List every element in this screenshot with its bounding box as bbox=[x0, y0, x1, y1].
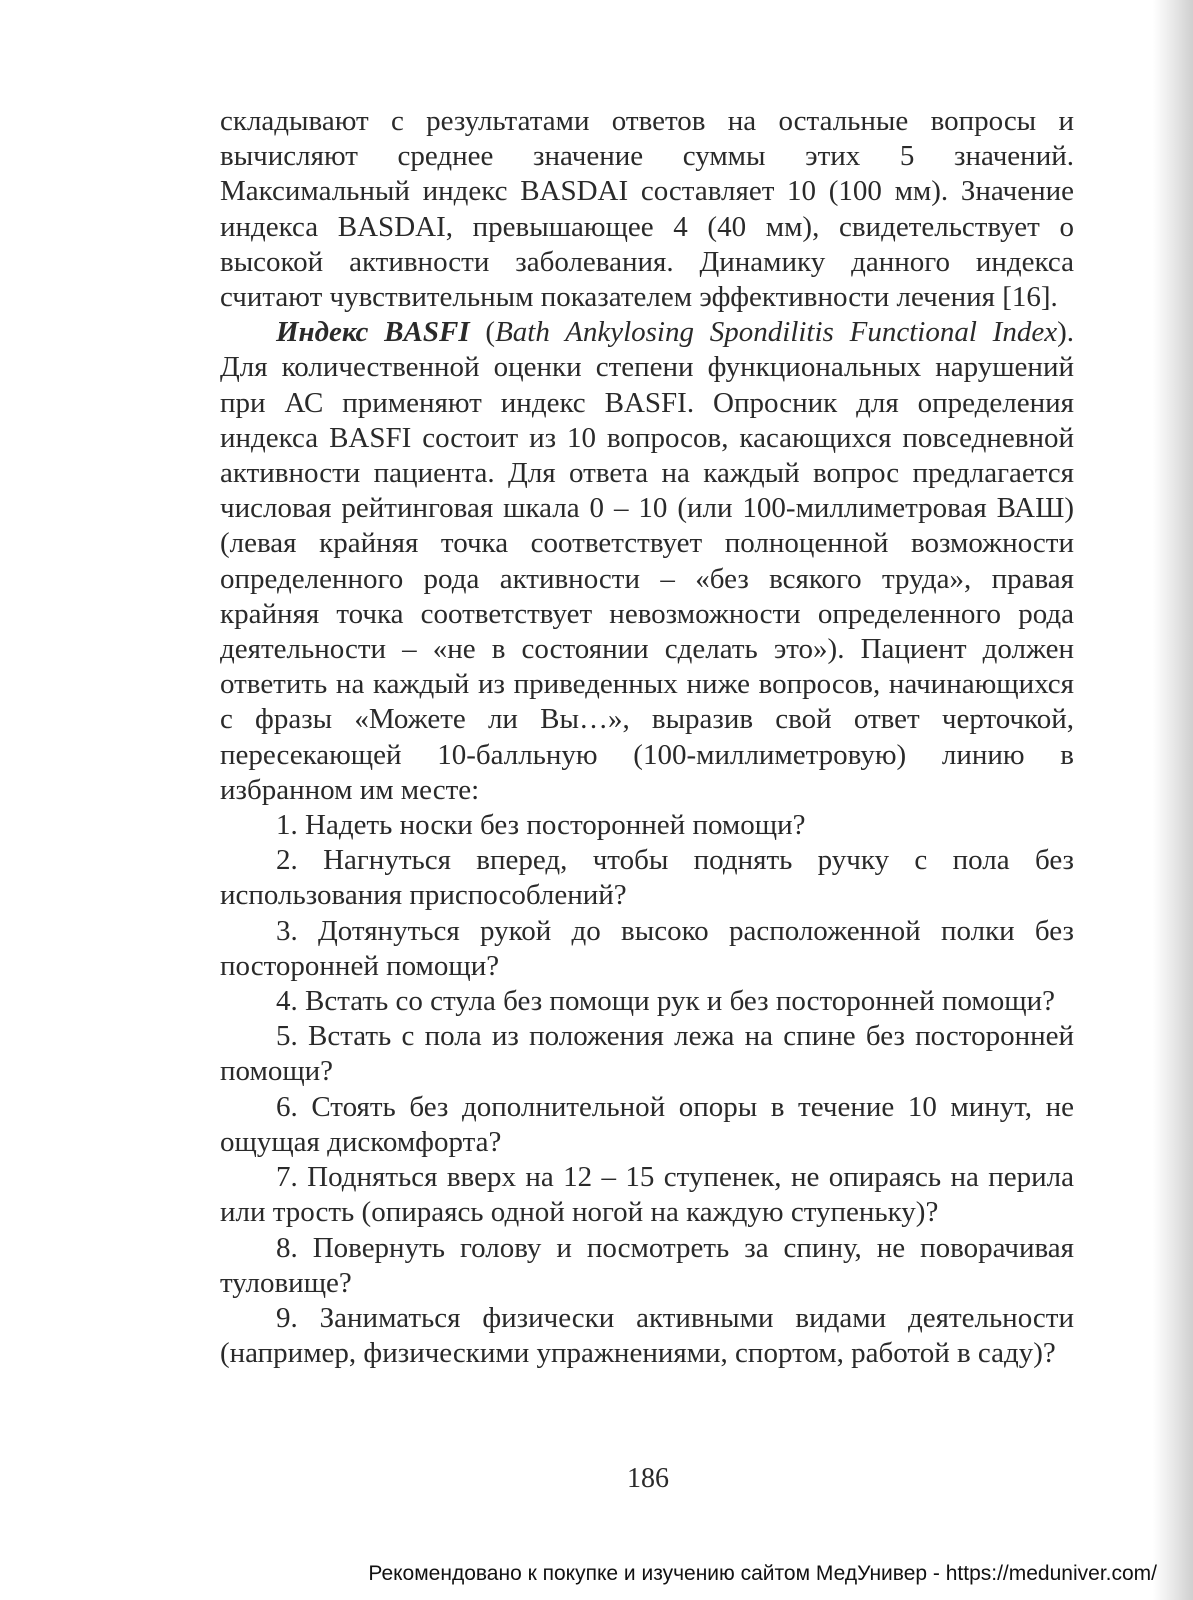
question-item: 6. Стоять без дополнительной опоры в течение 10 минут, не ощущая дискомфорта? bbox=[220, 1090, 1074, 1158]
question-item: 8. Повернуть голову и посмотреть за спину, не поворачивая туловище? bbox=[220, 1231, 1074, 1299]
paragraph-basdai-conclusion: складывают с результатами ответов на остальные вопросы и вычисляют среднее значение суммы этих 5 значений. Максимальный индекс BASDAI составляет 10 (100 мм). Значение индекса BASDAI, превышающее 4 (40 мм), свидетельствует о высокой активности заболевания. Динамику данного индекса считают чувствительным показателем эффективности лечения [16]. bbox=[220, 105, 1074, 314]
basfi-expansion: Bath Ankylosing Spondilitis Functional Index bbox=[495, 316, 1058, 349]
question-item: 3. Дотянуться рукой до высоко расположенной полки без посторонней помощи? bbox=[220, 914, 1074, 982]
question-item: 2. Нагнуться вперед, чтобы поднять ручку с пола без использования приспособлений? bbox=[220, 844, 1074, 912]
question-item: 1. Надеть носки без посторонней помощи? bbox=[276, 809, 806, 842]
footer-recommendation-link[interactable]: Рекомендовано к покупке и изучению сайтом МедУнивер - https://meduniver.com/ bbox=[368, 1562, 1157, 1585]
question-item: 5. Встать с пола из положения лежа на спине без посторонней помощи? bbox=[220, 1020, 1074, 1088]
question-item: 9. Заниматься физически активными видами деятельности (например, физическими упражнениями, спортом, работой в саду)? bbox=[220, 1301, 1074, 1370]
basfi-body: Для количественной оценки степени функциональных нарушений при АС применяют индекс BASFI. Опросник для определения индекса BASFI состоит из 10 вопросов, касающихся повседневной активности пациента. Для ответа на каждый вопрос предлагается числовая рейтинговая шкала 0 – 10 (или 100-миллиметровая ВАШ) (левая крайняя точка соответствует полноценной возможности определенного рода активности – «без всякого труда», правая крайняя точка соответствует невозможности определенного рода деятельности – «не в состоянии сделать это»). Пациент должен ответить на каждый из приведенных ниже вопросов, начинающихся с фразы «Можете ли Вы…», выразив свой ответ черточкой, пересекающей 10-балльную (100-миллиметровую) линию в избранном им месте: bbox=[220, 351, 1074, 806]
basfi-heading: Индекс BASFI bbox=[276, 316, 470, 349]
heading-paren-close: ). bbox=[1057, 316, 1074, 349]
page-body bbox=[220, 104, 1074, 1371]
page-edge-shadow bbox=[1153, 0, 1193, 1600]
page-number: 186 bbox=[627, 1463, 669, 1494]
question-item: 7. Подняться вверх на 12 – 15 ступенек, не опираясь на перила или трость (опираясь одной ногой на каждую ступеньку)? bbox=[220, 1161, 1074, 1229]
paragraph-basfi-intro bbox=[220, 315, 1074, 808]
heading-paren-open: ( bbox=[469, 316, 496, 349]
question-item: 4. Встать со стула без помощи рук и без посторонней помощи? bbox=[276, 985, 1055, 1018]
